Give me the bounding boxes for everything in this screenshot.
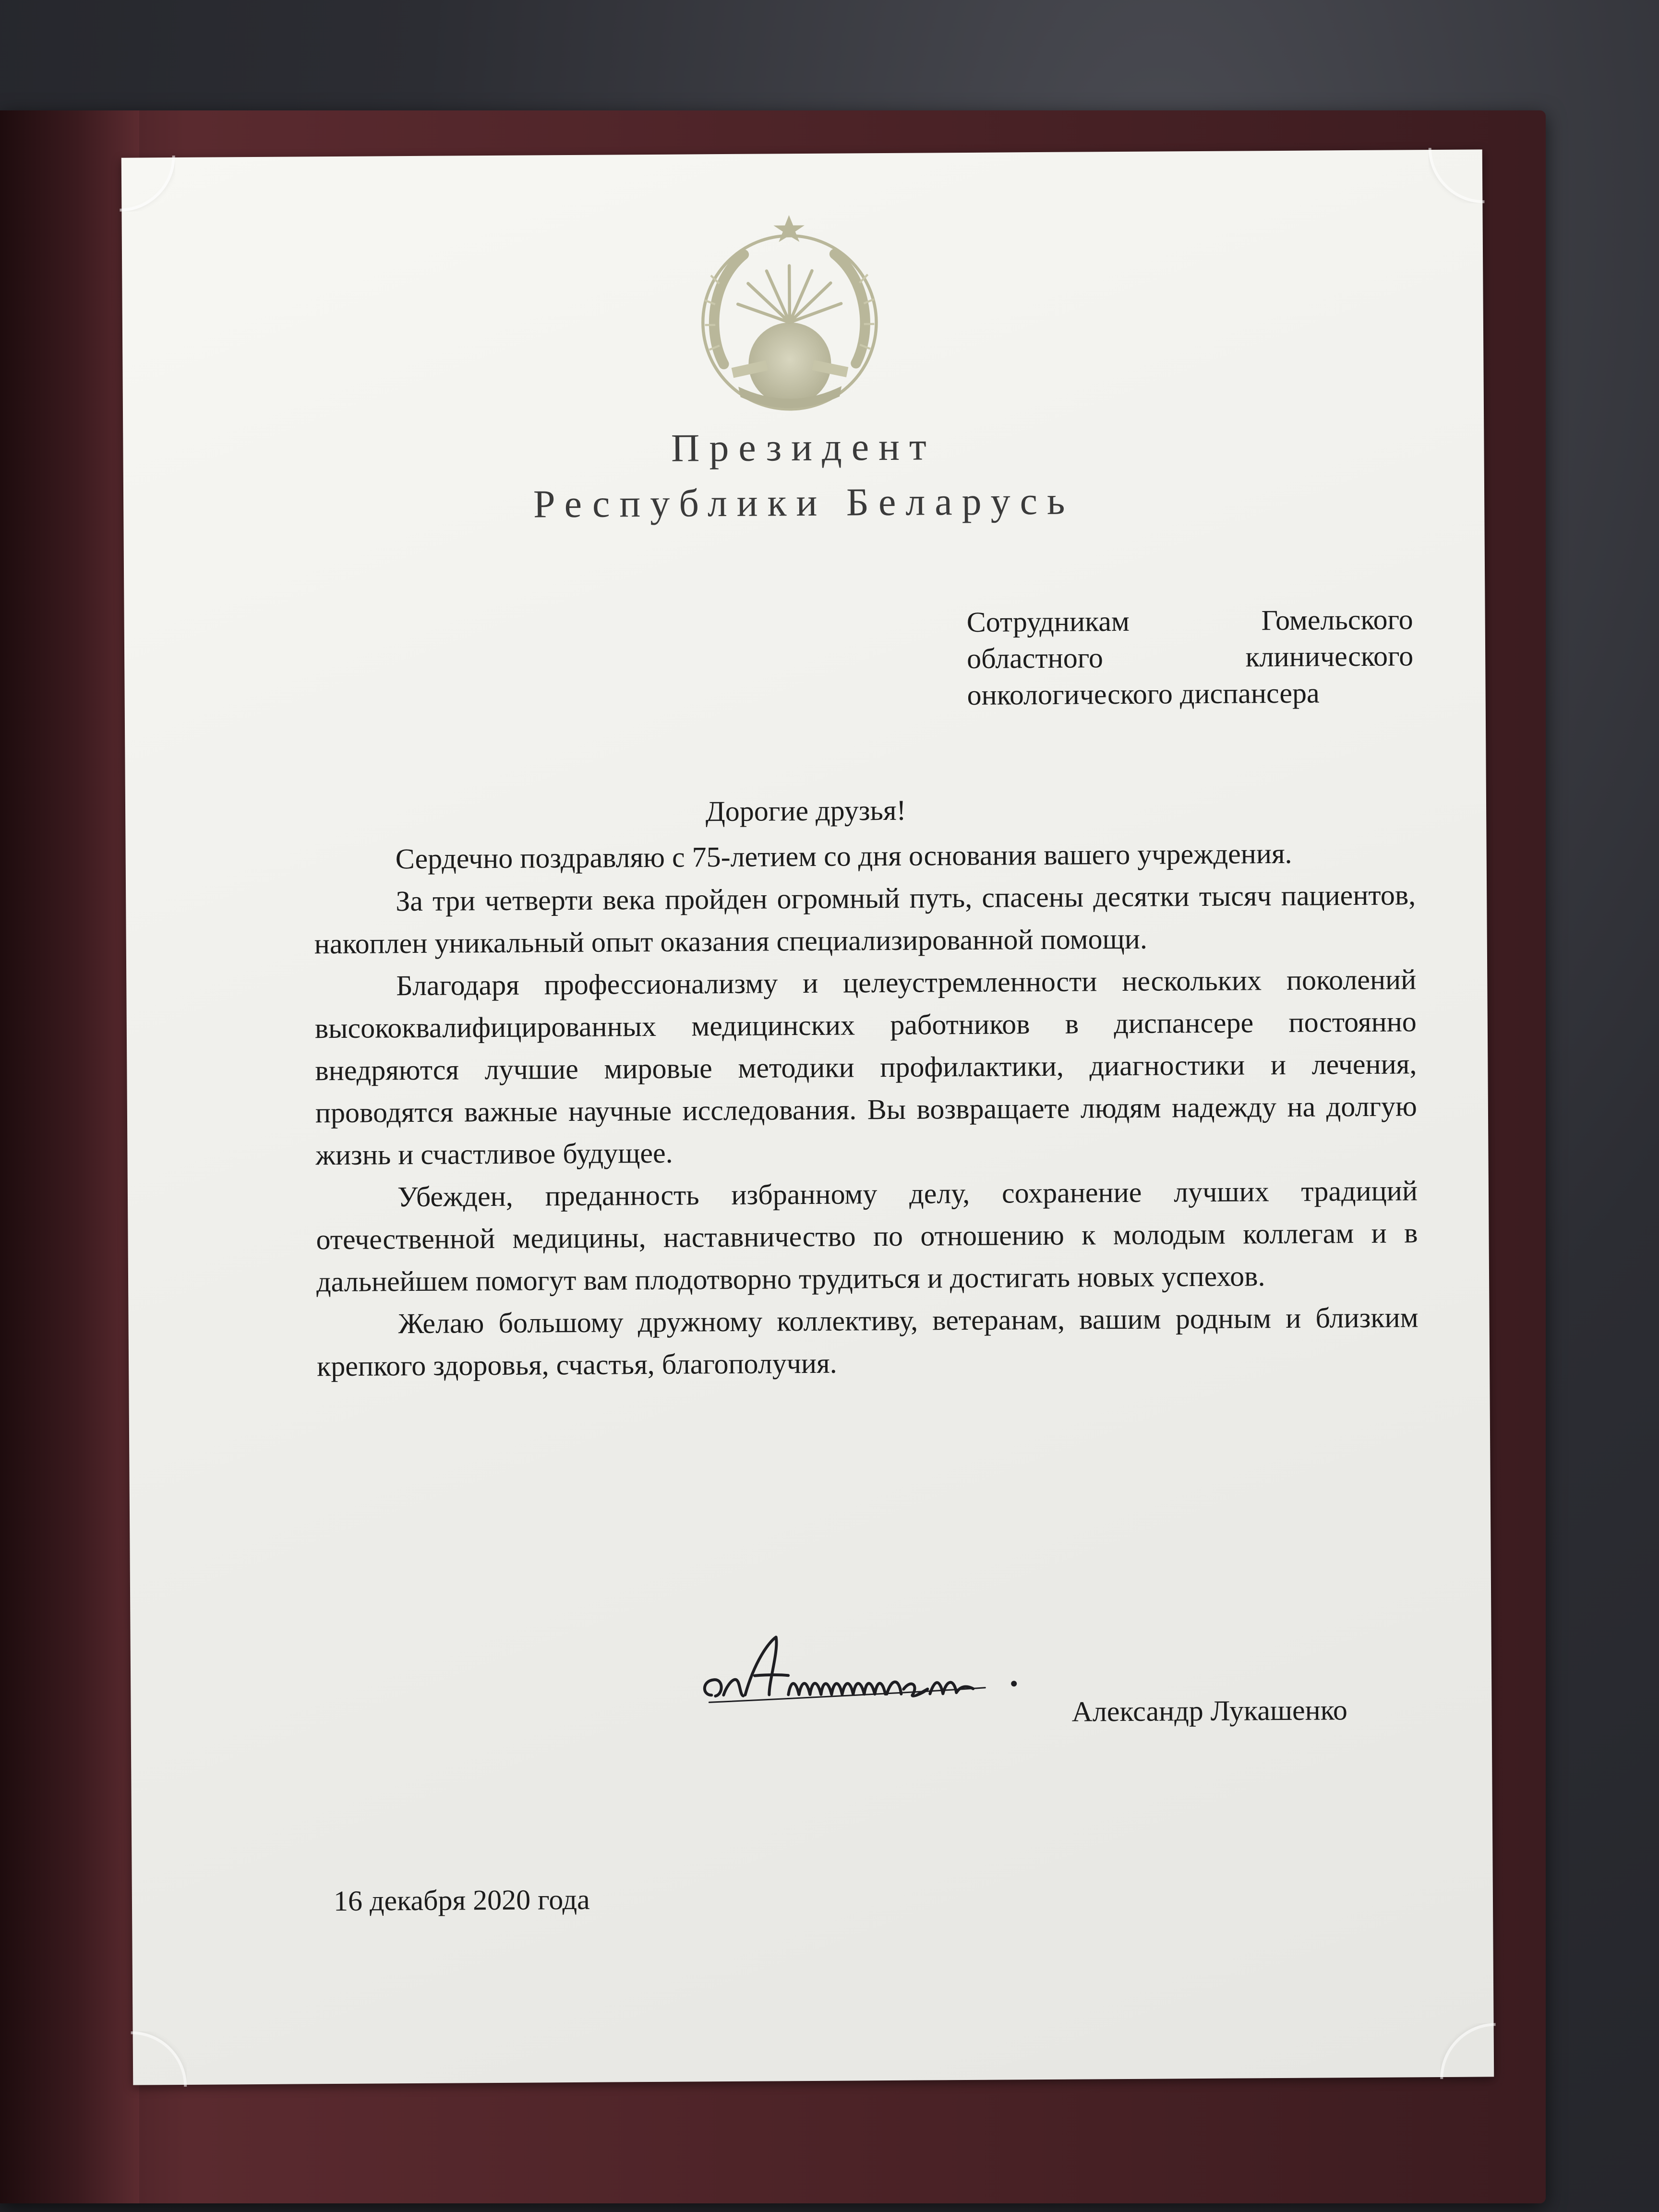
salutation: Дорогие друзья! (705, 794, 906, 828)
handwritten-signature (697, 1621, 1052, 1734)
paragraph: За три четверти века пройден огромный путь, спасены десятки тысяч пациентов, накоплен уникальный опыт оказания специализированной помощи. (314, 879, 1416, 960)
header-title-line1: Президент (671, 424, 937, 470)
state-emblem-icon (685, 208, 893, 416)
paragraph: Сердечно поздравляю с 75-летием со дня основания вашего учреждения. (395, 837, 1292, 875)
paragraph: Убежден, преданность избранному делу, сохранение лучших традиций отечественной медицины, наставничество по отношению к молодым коллегам и в дальнейшем помогут вам плодотворно трудиться и достигать новых успехов. (316, 1175, 1418, 1298)
letter-body (313, 831, 1419, 1387)
folder-spine (0, 110, 139, 2203)
addressee-line: онкологического диспансера (967, 677, 1320, 711)
addressee-line: Сотрудникам Гомельского (966, 603, 1413, 638)
addressee-line: областного клинического (966, 640, 1414, 674)
paragraph: Благодаря профессионализму и целеустремленности нескольких поколений высококвалифицированных медицинских работников в диспансере постоянно внедряются лучшие мировые методики профилактики, диагностики и лечения, проводятся важные научные исследования. Вы возвращаете людям надежду на долгую жизнь и счастливое будущее. (314, 963, 1418, 1171)
signer-name: Александр Лукашенко (1071, 1694, 1348, 1728)
paragraph: Желаю большому дружному коллективу, ветеранам, вашим родным и близким крепкого здоровья, счастья, благополучия. (316, 1301, 1419, 1382)
letter-sheet (121, 149, 1494, 2085)
header-title-line2: Республики Беларусь (533, 479, 1075, 526)
letter-date: 16 декабря 2020 года (333, 1883, 590, 1917)
addressee-block (966, 601, 1413, 713)
